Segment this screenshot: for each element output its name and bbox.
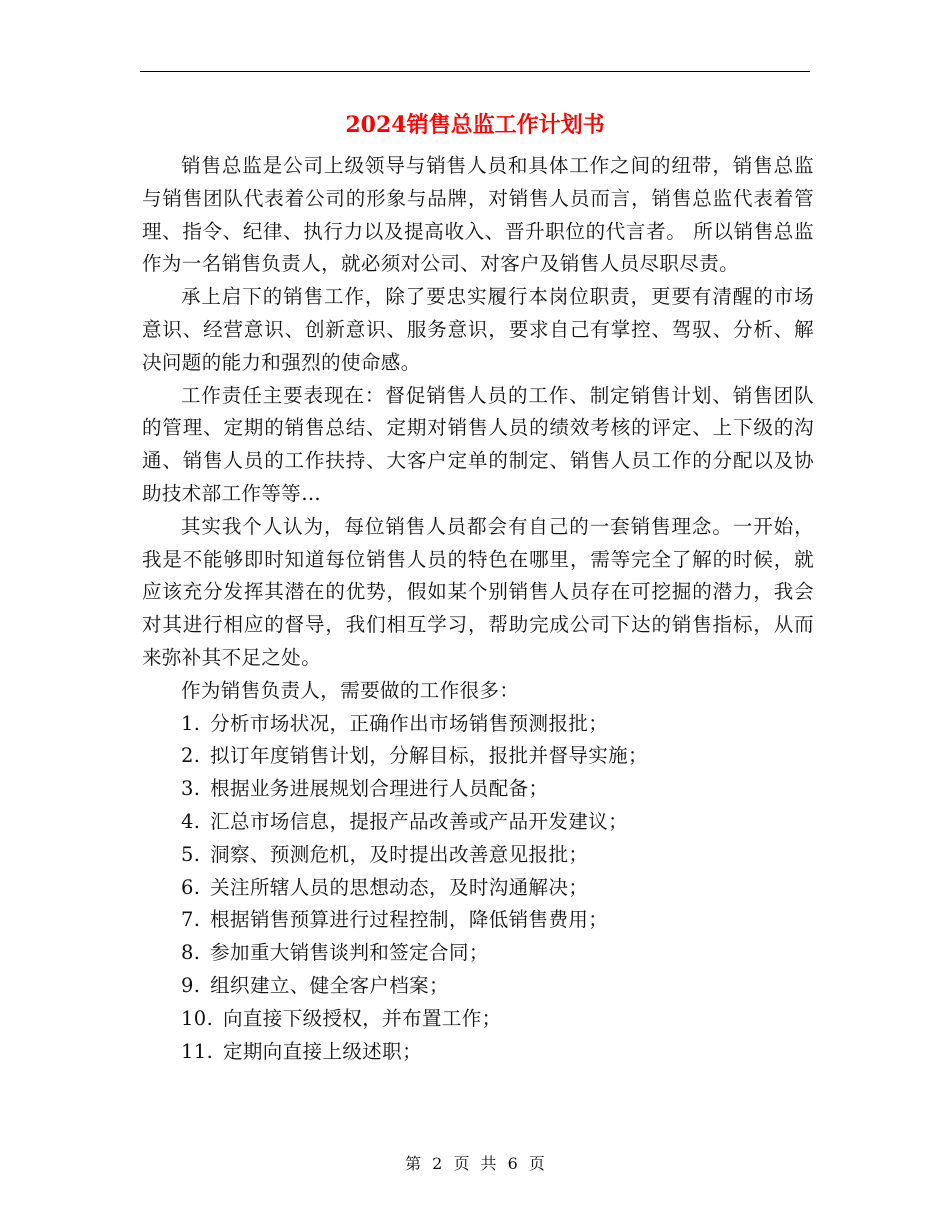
list-item: [142, 806, 814, 839]
list-item: [142, 937, 814, 970]
header-rule: [140, 71, 810, 72]
list-item: [142, 970, 814, 1003]
list-item-text: 拟订年度销售计划，分解目标，报批并督导实施；: [210, 744, 648, 768]
list-item-number: 1.: [181, 711, 201, 735]
list-item-number: 5.: [181, 842, 201, 866]
list-item-text: 根据销售预算进行过程控制，降低销售费用；: [210, 908, 609, 932]
list-item-number: 4.: [181, 809, 201, 833]
list-item-text: 组织建立、健全客户档案；: [210, 973, 449, 997]
list-item-number: 10.: [181, 1006, 214, 1030]
list-item-text: 关注所辖人员的思想动态，及时沟通解决；: [210, 875, 589, 899]
list-item-number: 7.: [181, 908, 201, 932]
list-item: [142, 839, 814, 872]
list-item: [142, 740, 814, 773]
list-item-number: 6.: [181, 875, 201, 899]
paragraph-philosophy: 其实我个人认为，每位销售人员都会有自己的一套销售理念。一开始，我是不能够即时知道每位销售人员的特色在哪里，需等完全了解的时候，就应该充分发挥其潜在的优势，假如某个别销售人员存在可挖掘的潜力，我会对其进行相应的督导，我们相互学习，帮助完成公司下达的销售指标，从而来弥补其不足之处。: [142, 514, 814, 669]
list-item-text: 洞察、预测危机，及时提出改善意见报批；: [210, 842, 589, 866]
paragraph-intro: 销售总监是公司上级领导与销售人员和具体工作之间的纽带，销售总监与销售团队代表着公司的形象与品牌，对销售人员而言，销售总监代表着管理、指令、纪律、执行力以及提高收入、晋升职位的代言者。 所以销售总监作为一名销售负责人，就必须对公司、对客户及销售人员尽职尽责。: [142, 154, 814, 276]
list-item-number: 2.: [181, 744, 201, 768]
paragraph-list-intro: 作为销售负责人，需要做的工作很多：: [181, 678, 520, 702]
list-item: [142, 1036, 814, 1069]
list-item: [142, 1003, 814, 1036]
list-item: [142, 872, 814, 905]
list-item: [142, 773, 814, 806]
list-item: [142, 708, 814, 741]
list-item-text: 定期向直接上级述职；: [222, 1039, 422, 1063]
list-item-number: 8.: [181, 941, 201, 965]
list-item-number: 11.: [181, 1039, 214, 1063]
document-title: 2024销售总监工作计划书: [345, 112, 605, 138]
list-item: [142, 904, 814, 937]
list-item-text: 参加重大销售谈判和签定合同；: [210, 941, 489, 965]
document-body: [142, 150, 814, 1068]
list-item-text: 分析市场状况，正确作出市场销售预测报批；: [210, 711, 609, 735]
list-item-text: 向直接下级授权，并布置工作；: [222, 1006, 502, 1030]
paragraph-duties: 工作责任主要表现在：督促销售人员的工作、制定销售计划、销售团队的管理、定期的销售总结、定期对销售人员的绩效考核的评定、上下级的沟通、销售人员的工作扶持、大客户定单的制定、销售人员工作的分配以及协助技术部工作等等…: [142, 383, 814, 505]
page-number-footer: 第 2 页 共 6 页: [405, 1154, 545, 1173]
task-list: [142, 708, 814, 1069]
list-item-number: 3.: [181, 777, 201, 801]
list-item-text: 根据业务进展规划合理进行人员配备；: [210, 777, 549, 801]
list-item-text: 汇总市场信息，提报产品改善或产品开发建议；: [210, 809, 629, 833]
list-item-number: 9.: [181, 973, 201, 997]
paragraph-responsibility: 承上启下的销售工作，除了要忠实履行本岗位职责，更要有清醒的市场意识、经营意识、创新意识、服务意识，要求自己有掌控、驾驭、分析、解决问题的能力和强烈的使命感。: [142, 285, 814, 374]
